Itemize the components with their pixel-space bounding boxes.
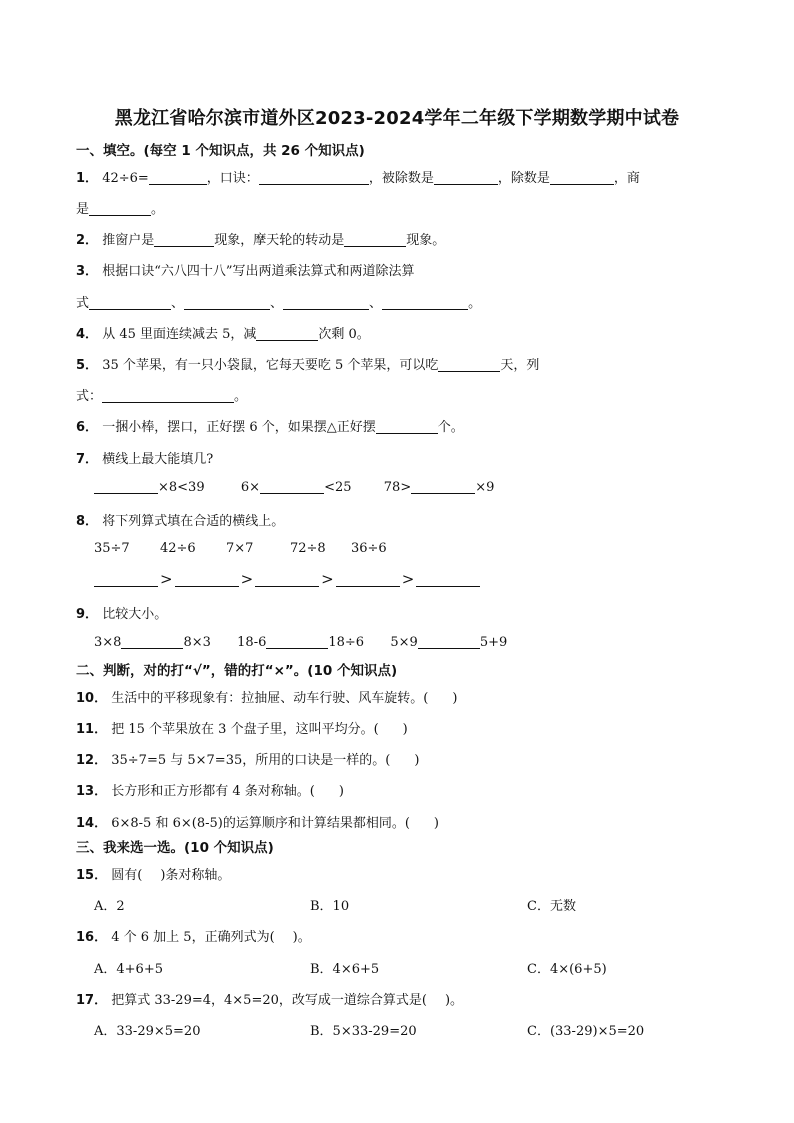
- question-9: [76, 603, 167, 622]
- question-16: [76, 926, 311, 945]
- question-text: ，除数是: [497, 171, 550, 186]
- question-14: [76, 812, 439, 831]
- expression: 5×9: [390, 635, 418, 650]
- question-number: 1．: [76, 171, 99, 186]
- question-text: ，口诀：: [206, 171, 259, 186]
- question-4: [76, 323, 370, 342]
- section-2-heading: 二、判断，对的打“√”，错的打“×”。(10 个知识点): [76, 663, 398, 679]
- question-text: 。: [468, 296, 482, 311]
- expression: 42÷6: [160, 541, 196, 556]
- question-text: 42÷6=: [102, 171, 149, 186]
- question-text: 横线上最大能填几?: [102, 452, 214, 467]
- answer-blank[interactable]: [102, 389, 234, 403]
- question-text: )。: [292, 930, 311, 945]
- greater-than-sign: >: [401, 570, 415, 588]
- question-1-continued: [76, 198, 164, 217]
- answer-blank[interactable]: [336, 573, 400, 587]
- question-text: 将下列算式填在合适的横线上。: [102, 514, 285, 529]
- question-text: 根据口诀“六八四十八”写出两道乘法算式和两道除法算: [102, 264, 415, 279]
- question-3-continued: [76, 292, 481, 311]
- answer-blank[interactable]: [89, 296, 171, 310]
- question-number: 2．: [76, 233, 99, 248]
- question-7: [76, 448, 213, 467]
- question-text: 是: [76, 202, 90, 217]
- question-text: 从 45 里面连续减去 5，减: [102, 327, 257, 342]
- expression: 18÷6: [328, 635, 365, 650]
- question-number: 6．: [76, 420, 99, 435]
- question-number: 16．: [76, 930, 108, 945]
- question-text: 天，列: [500, 358, 540, 373]
- question-text: 个。: [437, 420, 464, 435]
- question-text: 式: [76, 296, 90, 311]
- question-8-expressions: [94, 541, 387, 556]
- answer-blank[interactable]: [416, 573, 480, 587]
- answer-blank[interactable]: [376, 420, 438, 434]
- expression: 8×3: [183, 635, 211, 650]
- option-c[interactable]: C．4×(6+5): [527, 962, 607, 977]
- expression: 72÷8: [290, 541, 326, 556]
- question-text: 现象。: [406, 233, 446, 248]
- section-3-heading: 三、我来选一选。(10 个知识点): [76, 840, 274, 856]
- option-a[interactable]: A．2: [94, 899, 125, 914]
- question-number: 9．: [76, 607, 99, 622]
- answer-blank[interactable]: [283, 296, 369, 310]
- separator: 、: [270, 296, 284, 311]
- question-17: [76, 989, 463, 1008]
- greater-than-sign: >: [160, 570, 173, 588]
- question-number: 10．: [76, 691, 108, 706]
- question-text: ): [414, 753, 420, 768]
- answer-blank[interactable]: [434, 171, 498, 185]
- question-text: ): [338, 784, 344, 799]
- question-8-answer-row: [94, 570, 480, 588]
- question-12: [76, 749, 419, 768]
- option-c[interactable]: C．(33-29)×5=20: [527, 1024, 645, 1039]
- option-a[interactable]: A．4+6+5: [94, 962, 163, 977]
- question-text: )条对称轴。: [160, 868, 231, 883]
- answer-blank[interactable]: [550, 171, 614, 185]
- question-text: 4 个 6 加上 5，正确列式为(: [111, 930, 275, 945]
- greater-than-sign: >: [240, 570, 254, 588]
- question-text: 长方形和正方形都有 4 条对称轴。(: [111, 784, 315, 799]
- expression: ×9: [475, 480, 495, 495]
- answer-blank[interactable]: [411, 480, 475, 494]
- question-7-expressions: [94, 480, 494, 495]
- question-text: ，商: [613, 171, 640, 186]
- question-number: 12．: [76, 753, 108, 768]
- question-text: 。: [234, 389, 248, 404]
- question-text: 生活中的平移现象有：拉抽屉、动车行驶、风车旋转。(: [111, 691, 429, 706]
- answer-blank[interactable]: [259, 171, 369, 185]
- separator: 、: [369, 296, 383, 311]
- question-text: ，被除数是: [368, 171, 434, 186]
- question-8: [76, 510, 284, 529]
- option-b[interactable]: B．5×33-29=20: [310, 1024, 417, 1039]
- expression: 78>: [383, 480, 412, 495]
- question-text: 现象，摩天轮的转动是: [214, 233, 345, 248]
- question-number: 3．: [76, 264, 99, 279]
- section-1-heading: 一、填空。(每空 1 个知识点，共 26 个知识点): [76, 143, 365, 159]
- question-5-continued: [76, 385, 247, 404]
- question-number: 17．: [76, 993, 108, 1008]
- answer-blank[interactable]: [94, 480, 158, 494]
- expression: ×8<39: [158, 480, 205, 495]
- question-10: [76, 687, 457, 706]
- question-number: 7．: [76, 452, 99, 467]
- question-3: [76, 260, 414, 279]
- answer-blank[interactable]: [175, 573, 239, 587]
- question-number: 4．: [76, 327, 99, 342]
- question-number: 8．: [76, 514, 99, 529]
- question-text: 35÷7=5 与 5×7=35，所用的口诀是一样的。(: [111, 753, 391, 768]
- question-6: [76, 416, 464, 435]
- question-text: ): [433, 816, 439, 831]
- question-text: 把 15 个苹果放在 3 个盘子里，这叫平均分。(: [111, 722, 379, 737]
- answer-blank[interactable]: [184, 296, 270, 310]
- expression: 7×7: [226, 541, 254, 556]
- answer-blank[interactable]: [255, 573, 319, 587]
- expression: 3×8: [94, 635, 122, 650]
- answer-blank[interactable]: [438, 358, 500, 372]
- question-1: [76, 167, 640, 186]
- answer-blank[interactable]: [260, 480, 324, 494]
- question-text: 。: [151, 202, 165, 217]
- question-number: 5．: [76, 358, 99, 373]
- separator: 、: [171, 296, 185, 311]
- answer-blank[interactable]: [149, 171, 207, 185]
- question-13: [76, 780, 344, 799]
- question-text: 比较大小。: [102, 607, 168, 622]
- answer-blank[interactable]: [344, 233, 406, 247]
- question-text: 圆有(: [111, 868, 143, 883]
- question-number: 11．: [76, 722, 108, 737]
- expression: 6×: [240, 480, 261, 495]
- answer-blank[interactable]: [154, 233, 214, 247]
- question-2: [76, 229, 445, 248]
- question-11: [76, 718, 408, 737]
- greater-than-sign: >: [321, 570, 334, 588]
- question-text: 35 个苹果，有一只小袋鼠，它每天要吃 5 个苹果，可以吃: [102, 358, 439, 373]
- question-text: )。: [444, 993, 464, 1008]
- question-9-comparisons: [94, 635, 507, 650]
- answer-blank[interactable]: [121, 635, 183, 649]
- question-text: 式：: [76, 389, 103, 404]
- question-text: 一捆小棒，摆口，正好摆 6 个，如果摆△正好摆: [102, 420, 376, 435]
- question-number: 14．: [76, 816, 108, 831]
- question-5: [76, 354, 539, 373]
- expression: 35÷7: [94, 541, 130, 556]
- expression: 18-6: [237, 635, 267, 650]
- expression: <25: [324, 480, 352, 495]
- option-c[interactable]: C．无数: [527, 899, 576, 914]
- answer-blank[interactable]: [89, 202, 151, 216]
- page-title: 黑龙江省哈尔滨市道外区2023-2024学年二年级下学期数学期中试卷: [114, 108, 680, 129]
- question-number: 15．: [76, 868, 108, 883]
- expression: 36÷6: [351, 541, 387, 556]
- answer-blank[interactable]: [382, 296, 468, 310]
- question-text: 把算式 33-29=4，4×5=20，改写成一道综合算式是(: [111, 993, 427, 1008]
- question-text: 6×8-5 和 6×(8-5)的运算顺序和计算结果都相同。(: [111, 816, 410, 831]
- answer-blank[interactable]: [266, 635, 328, 649]
- answer-blank[interactable]: [94, 573, 158, 587]
- option-b[interactable]: B．4×6+5: [310, 962, 380, 977]
- question-15: [76, 864, 230, 883]
- question-number: 13．: [76, 784, 108, 799]
- answer-blank[interactable]: [418, 635, 480, 649]
- expression: 5+9: [479, 635, 508, 650]
- question-text: ): [402, 722, 408, 737]
- question-text: 推窗户是: [102, 233, 155, 248]
- answer-blank[interactable]: [256, 327, 318, 341]
- question-text: ): [452, 691, 458, 706]
- question-text: 次剩 0。: [318, 327, 370, 342]
- option-a[interactable]: A．33-29×5=20: [94, 1024, 201, 1039]
- option-b[interactable]: B．10: [310, 899, 350, 914]
